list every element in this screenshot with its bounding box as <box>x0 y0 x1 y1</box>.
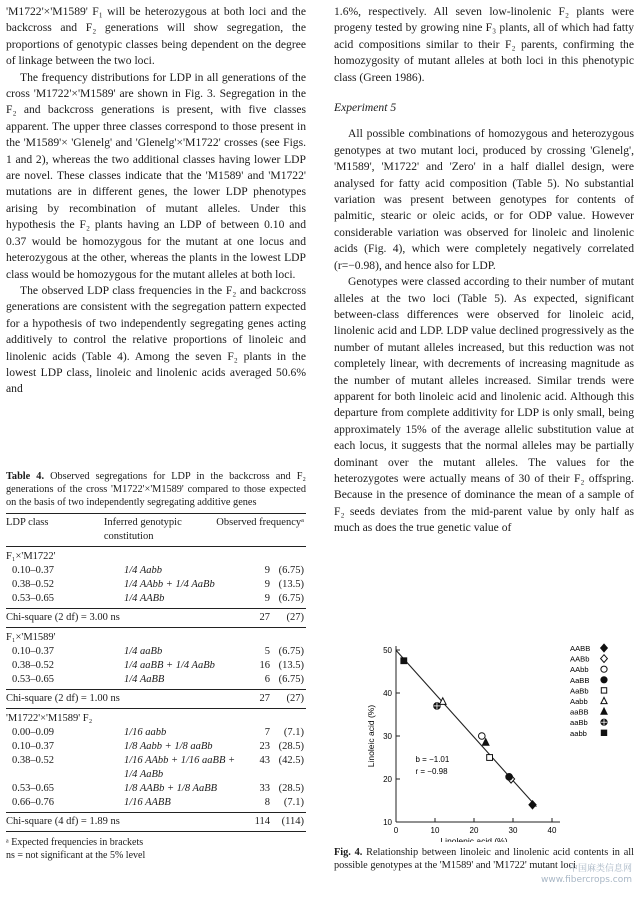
table-chi-row <box>6 611 306 625</box>
cell-frequency <box>248 740 306 754</box>
table-row <box>6 754 306 782</box>
table-rule <box>6 708 306 709</box>
table-row <box>6 592 306 606</box>
data-points <box>401 658 536 809</box>
body-paragraph: Genotypes were classed according to their number of mutant alleles at the two loci (Table 5). As expected, significant between-class differences were observed for linoleic acid, linolenic acid and LDP. LDP value declined progressively as the number of mutant alleles increased, but this reduction was not completely linear, with decrements of increasing magnitude as the number of mutant alleles increased. Similar trends were apparent for both linoleic acid and linolenic acid. Although this departure from complete additivity for LDP is only small, being approximately 15% of the average allelic substitution value at each locus, it suggests that the normal alleles may be partially dominant over the mutant alleles. The values for the heterozygotes were actually means of 30 of their F₂ offspring. Because in the presence of dominance the mean of a sample of F₂ seeds deviates from the mid-parent value by only half as much as does the true genetic value of <box>334 275 634 535</box>
figure-caption-label: Fig. 4. <box>334 847 363 858</box>
cell-expected: (7.1) <box>283 797 304 808</box>
data-point <box>482 739 489 746</box>
body-paragraph: All possible combinations of homozygous and heterozygous genotypes at two mutant loci, produced by crossing 'Glenelg', 'M1589', 'M1722' and 'Zero' in a half diallel design, were analysed for fatty acid composition (Table 5). No substantial variation was present between genotypes for contents of palmitic, stearic or oleic acids, or for ODP value. However considerable variation was observed for linoleic and linolenic acids (Fig. 4), which were completely negatively correlated (r=−0.98), and hence also for LDP. <box>334 127 634 272</box>
legend-marker <box>601 644 608 652</box>
cell-expected: (28.5) <box>278 783 304 794</box>
data-point <box>487 755 493 761</box>
table-row <box>6 645 306 659</box>
cell-observed: 16 <box>259 660 270 671</box>
table-rule <box>6 812 306 813</box>
cell-ldp-class: 0.53–0.65 <box>12 593 54 604</box>
x-tick-label: 20 <box>469 826 479 835</box>
section-heading: Experiment 5 <box>334 101 397 115</box>
site-watermark <box>541 864 632 886</box>
cell-ldp-class: 0.10–0.37 <box>12 646 54 657</box>
cell-ldp-class: 0.00–0.09 <box>12 727 54 738</box>
table-row <box>6 659 306 673</box>
cell-expected: (42.5) <box>278 755 304 766</box>
legend-marker <box>601 730 606 735</box>
cell-observed: 5 <box>264 646 270 657</box>
cell-ldp-class: 0.38–0.52 <box>12 755 54 766</box>
chi-square: Chi-square (2 df) = 1.00 ns <box>6 693 120 704</box>
legend-marker <box>601 697 607 703</box>
data-point <box>506 774 513 781</box>
table-top-rule <box>6 513 306 514</box>
table-caption-label: Table 4. <box>6 471 45 482</box>
legend-label: AABb <box>570 654 590 664</box>
legend-label: aabb <box>570 728 587 738</box>
legend-marker <box>601 708 607 714</box>
cell-expected: (6.75) <box>278 674 304 685</box>
cell-observed: 9 <box>264 579 270 590</box>
watermark-line2: www.fibercrops.com <box>541 875 632 885</box>
cell-observed: 9 <box>264 565 270 576</box>
regression-line-path <box>396 650 536 806</box>
y-tick-label: 30 <box>383 732 392 741</box>
y-tick-label: 20 <box>383 775 392 784</box>
cell-frequency <box>248 796 306 810</box>
cell-expected: (13.5) <box>278 579 304 590</box>
header-ldp-class: LDP class <box>6 517 49 528</box>
cell-ldp-class: 0.53–0.65 <box>12 674 54 685</box>
cell-genotype: 1/16 AAbb + 1/16 aaBB + 1/4 AaBb <box>124 755 236 780</box>
body-paragraph: 1.6%, respectively. All seven low-linolenic F₂ plants were progeny tested by growing nine F₃ plants, all of which had fatty acid compositions similar to their F₂ parents, confirming the homozygosity of mutant alleles at both loci in this phenotypic class (Green 1986). <box>334 5 634 84</box>
figure-caption-text: Relationship between linoleic and linolenic acid contents in all possible genotypes at the 'M1589' and 'M1722' mutant loci <box>334 847 635 871</box>
cell-observed: 8 <box>264 797 270 808</box>
x-axis-label: Linolenic acid (%) <box>440 836 508 842</box>
plot-legend <box>570 644 607 738</box>
legend-marker <box>601 666 607 672</box>
table-caption <box>6 470 306 509</box>
total-expected: (27) <box>286 693 304 704</box>
table-header-row <box>6 516 306 544</box>
cell-genotype: 1/4 AAbb + 1/4 AaBb <box>124 579 215 590</box>
data-point <box>479 733 486 740</box>
cell-ldp-class: 0.38–0.52 <box>12 660 54 671</box>
cell-genotype: 1/8 AABb + 1/8 AaBB <box>124 783 218 794</box>
chi-square: Chi-square (2 df) = 3.00 ns <box>6 612 120 623</box>
right-column <box>334 4 634 537</box>
left-column <box>6 4 306 398</box>
cell-observed: 23 <box>259 741 270 752</box>
body-paragraph: 'M1722'×'M1589' F₁ will be heterozygous at both loci and the backcross and F₂ generations will show segregation, the proportions of genotypic classes being dependent on the degree of linkage between the two loci. <box>6 5 306 68</box>
cell-ldp-class: 0.66–0.76 <box>12 797 54 808</box>
regression-line <box>396 650 536 806</box>
cell-observed: 6 <box>264 674 270 685</box>
cell-genotype: 1/16 AABB <box>124 797 171 808</box>
table-rule <box>6 689 306 690</box>
cell-frequency <box>248 578 306 592</box>
cell-genotype: 1/4 Aabb <box>124 565 163 576</box>
header-genotype: Inferred genotypic constitution <box>103 517 182 542</box>
table-body <box>6 550 306 832</box>
cell-genotype: 1/4 aaBB + 1/4 AaBb <box>124 660 215 671</box>
chi-square: Chi-square (4 df) = 1.89 ns <box>6 816 120 827</box>
table-row <box>6 564 306 578</box>
x-tick-label: 30 <box>508 826 518 835</box>
cell-genotype: 1/8 Aabb + 1/8 aaBb <box>124 741 213 752</box>
table-group-title: F₁×'M1589' <box>6 632 56 643</box>
cell-expected: (6.75) <box>278 593 304 604</box>
cell-total <box>242 815 306 829</box>
table-group-title: 'M1722'×'M1589' F₂ <box>6 713 93 724</box>
total-expected: (114) <box>281 816 304 827</box>
y-tick-label: 50 <box>383 646 392 655</box>
cell-genotype: 1/4 AABb <box>124 593 165 604</box>
legend-label: Aabb <box>570 697 588 706</box>
y-tick-label: 10 <box>383 818 392 827</box>
footnote-expected: ᵃ Expected frequencies in brackets <box>6 837 144 848</box>
cell-total <box>242 611 306 625</box>
cell-ldp-class: 0.53–0.65 <box>12 783 54 794</box>
table-row <box>6 726 306 740</box>
body-paragraph: The frequency distributions for LDP in all generations of the cross 'M1722'×'M1589' are shown in Fig. 3. Segregation in the F₂ and backcross generations is present, with five classes apparent. The upper three classes correspond to those present in the 'M1589'× 'Glenelg' and 'Glenelg'×'M1722' crosses (see Figs. 1 and 2), whereas the two additional classes having lower LDP are novel. These classes indicate that the 'M1589' and 'M1722' mutations are in different genes, the lower LDP phenotypes arising by recombination of mutant alleles. Under this hypothesis the F₂ plants having an LDP of between 0.10 and 0.37 would be homozygous for the mutant at one locus and heterozygous at the other, whereas the plants in the lowest LDP class would be homozygous for the mutant alleles at both loci. <box>6 70 306 281</box>
table-row <box>6 673 306 687</box>
cell-total <box>242 692 306 706</box>
footnote-ns: ns = not significant at the 5% level <box>6 850 146 861</box>
y-tick-label: 40 <box>383 689 392 698</box>
legend-label: AaBb <box>570 686 589 696</box>
body-paragraph: The observed LDP class frequencies in the F₂ and backcross generations are consistent with the segregation pattern expected for a hypothesis of two independently segregating genes acting additively to control the relative proportions of linoleic and linolenic acids (Table 4). Among the seven F₂ plants in the lowest LDP class, linoleic and linolenic acids averaged 50.6% and <box>6 283 306 396</box>
cell-frequency <box>248 726 306 740</box>
table-header-rule <box>6 546 306 547</box>
legend-label: AAbb <box>570 665 589 675</box>
table-row <box>6 578 306 592</box>
table-row <box>6 796 306 810</box>
data-point <box>440 698 447 705</box>
table-rule <box>6 608 306 609</box>
cell-observed: 7 <box>264 727 270 738</box>
cell-expected: (6.75) <box>278 565 304 576</box>
table-rule <box>6 627 306 628</box>
total-observed: 27 <box>259 693 270 704</box>
header-observed: Observed frequencyᵃ <box>216 517 304 528</box>
table-chi-row <box>6 815 306 829</box>
annotation-correlation: r = −0.98 <box>415 766 448 776</box>
cell-genotype: 1/4 aaBb <box>124 646 163 657</box>
table-chi-row <box>6 692 306 706</box>
cell-expected: (28.5) <box>278 741 304 752</box>
table-4 <box>6 470 306 862</box>
cell-frequency <box>248 645 306 659</box>
cell-frequency <box>248 754 306 768</box>
table-row <box>6 782 306 796</box>
total-observed: 114 <box>254 816 270 827</box>
legend-label: AaBB <box>570 675 590 685</box>
scatter-plot <box>334 632 638 842</box>
total-observed: 27 <box>259 612 270 623</box>
x-tick-label: 0 <box>393 826 399 835</box>
figure-4 <box>334 632 638 847</box>
cell-ldp-class: 0.10–0.37 <box>12 741 54 752</box>
y-axis-label: Linoleic acid (%) <box>366 704 376 768</box>
table-caption-text: Observed segregations for LDP in the backcross and F₂ generations of the cross 'M1722'×'M1589' compared to those expected on the basis of two independently segregating additive genes <box>6 471 307 508</box>
cell-frequency <box>248 564 306 578</box>
x-tick-label: 10 <box>430 826 440 835</box>
cell-expected: (7.1) <box>283 727 304 738</box>
cell-observed: 9 <box>264 593 270 604</box>
cell-frequency <box>248 673 306 687</box>
legend-marker <box>601 688 606 693</box>
table-footnote <box>6 836 306 862</box>
cell-ldp-class: 0.38–0.52 <box>12 579 54 590</box>
legend-marker <box>601 677 607 683</box>
table-group-title: F₁×'M1722' <box>6 551 56 562</box>
cell-expected: (13.5) <box>278 660 304 671</box>
legend-label: AABB <box>570 644 591 653</box>
x-tick-label: 40 <box>547 826 557 835</box>
total-expected: (27) <box>286 612 304 623</box>
cell-observed: 43 <box>259 755 270 766</box>
table-rule <box>6 831 306 832</box>
data-point <box>401 658 407 664</box>
table-row <box>6 740 306 754</box>
annotation-slope: b = −1.01 <box>415 754 450 764</box>
legend-label: aaBb <box>570 718 588 728</box>
cell-expected: (6.75) <box>278 646 304 657</box>
cell-frequency <box>248 592 306 606</box>
legend-marker <box>601 655 608 663</box>
cell-observed: 33 <box>259 783 270 794</box>
data-point <box>529 801 536 809</box>
cell-genotype: 1/4 AaBB <box>124 674 165 685</box>
cell-genotype: 1/16 aabb <box>124 727 167 738</box>
legend-label: aaBB <box>570 707 589 717</box>
cell-ldp-class: 0.10–0.37 <box>12 565 54 576</box>
watermark-line1: 中国麻类信息网 <box>568 864 632 874</box>
cell-frequency <box>248 659 306 673</box>
cell-frequency <box>248 782 306 796</box>
